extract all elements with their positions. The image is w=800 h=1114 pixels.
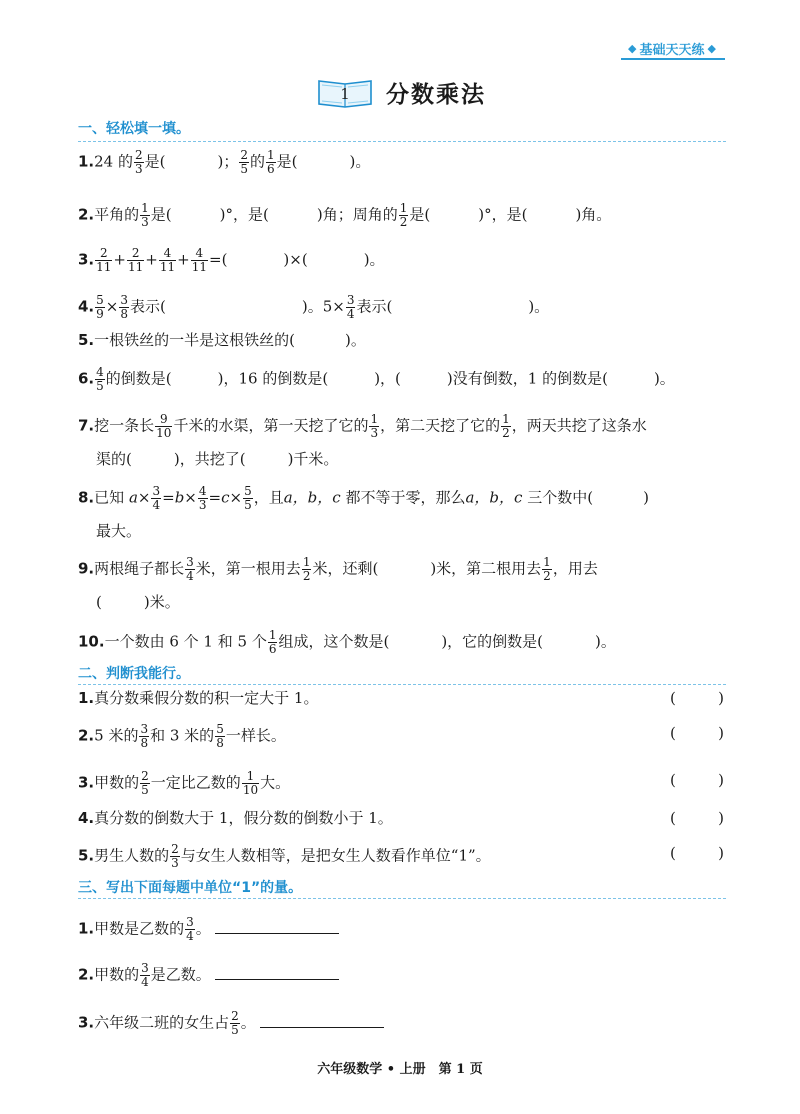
problem-9: [78, 556, 598, 583]
question-text: )。: [349, 152, 371, 171]
judge-2: [78, 723, 286, 750]
fraction: [191, 247, 208, 274]
question-text: =: [162, 488, 175, 507]
fraction: [242, 770, 259, 797]
question-text: 是(: [144, 152, 166, 171]
problem-1: [78, 149, 370, 176]
header-tag: [618, 38, 726, 58]
question-text: 表示(: [356, 297, 393, 316]
fraction-numerator: 1: [370, 412, 379, 426]
question-text: 最大。: [96, 522, 142, 540]
question-text: )；: [217, 152, 239, 171]
fraction: [266, 149, 276, 176]
unit-3: [78, 1010, 384, 1037]
question-text: )。5×: [301, 297, 345, 316]
question-text: (: [670, 771, 676, 789]
section-1-heading: 一、轻松填一填。: [78, 121, 190, 137]
question-text: 与女生人数相等，是把女生人数看作单位“1”。: [180, 846, 491, 865]
question-text: ，用去: [552, 559, 598, 578]
fraction: [134, 149, 144, 176]
fraction-numerator: 4: [96, 365, 104, 379]
fraction-numerator: 2: [171, 842, 179, 856]
question-text: 已知: [94, 488, 125, 507]
question-text: =(: [209, 250, 228, 269]
question-number: 1.: [78, 152, 95, 171]
fraction: [302, 556, 312, 583]
question-number: 2.: [78, 205, 95, 224]
fraction-denominator: 2: [399, 215, 408, 229]
fraction-denominator: 2: [543, 569, 551, 583]
question-text: 。: [240, 1013, 256, 1032]
question-text: a，b，c: [283, 488, 341, 507]
fraction-numerator: 1: [302, 555, 311, 569]
question-text: 甲数的: [94, 965, 140, 984]
question-number: 2.: [78, 965, 95, 984]
fraction: [399, 202, 409, 229]
fraction-denominator: 10: [242, 783, 259, 797]
fraction-numerator: 4: [195, 246, 204, 260]
judge-4-answer[interactable]: [670, 808, 724, 828]
question-number: 5.: [78, 846, 95, 865]
fraction-numerator: 2: [231, 1009, 239, 1023]
question-text: )角。: [575, 205, 612, 224]
question-text: )°，是(: [219, 205, 269, 224]
question-text: ): [718, 689, 724, 707]
fraction: [95, 294, 105, 321]
fraction-denominator: 4: [186, 569, 194, 583]
question-text: 。: [195, 919, 211, 938]
problem-9-cont: [96, 592, 180, 612]
question-text: c: [221, 488, 230, 507]
question-number: 3.: [78, 250, 95, 269]
question-text: )×(: [283, 250, 308, 269]
question-text: )。: [363, 250, 385, 269]
question-text: )。: [653, 369, 675, 388]
fraction-numerator: 3: [140, 722, 149, 736]
fraction-denominator: 2: [302, 569, 311, 583]
question-text: )，共挖了(: [173, 450, 246, 468]
question-text: 一个数由 6 个 1 和 5 个: [104, 632, 267, 651]
fraction-denominator: 6: [268, 642, 277, 656]
fraction: [185, 556, 195, 583]
question-text: 两根绳子都长: [94, 559, 185, 578]
fraction-denominator: 5: [141, 783, 149, 797]
fraction-numerator: 2: [240, 148, 248, 162]
fraction-numerator: 4: [198, 484, 207, 498]
fraction-denominator: 8: [216, 736, 224, 750]
fraction: [198, 485, 208, 512]
fraction-numerator: 1: [502, 412, 510, 426]
fraction-numerator: 4: [163, 246, 172, 260]
question-text: +: [145, 250, 158, 269]
question-text: ): [643, 488, 649, 507]
fraction: [501, 413, 511, 440]
tag-underline: [621, 58, 725, 60]
question-text: 米，还剩(: [312, 559, 379, 578]
question-text: =: [208, 488, 222, 507]
page-footer: 六年级数学 • 上册 第 1 页: [317, 1062, 483, 1077]
question-text: )。: [528, 297, 550, 316]
question-text: )角；周角的: [316, 205, 398, 224]
question-number: 4.: [78, 297, 95, 316]
question-text: )千米。: [287, 450, 339, 468]
fraction: [243, 485, 253, 512]
question-text: 一根铁丝的一半是这根铁丝的(: [94, 331, 295, 349]
fraction-numerator: 9: [159, 412, 168, 426]
question-text: 三个数中(: [527, 488, 594, 507]
question-text: )。: [345, 331, 366, 349]
question-text: ×: [137, 488, 151, 507]
question-text: 是(: [276, 152, 298, 171]
question-text: 是乙数。: [150, 965, 211, 984]
question-text: ，第二天挖了它的: [380, 416, 501, 435]
question-text: (: [96, 593, 102, 611]
fraction-numerator: 3: [346, 293, 355, 307]
fraction-numerator: 1: [141, 201, 149, 215]
fraction-denominator: 3: [198, 498, 207, 512]
question-number: 6.: [78, 369, 95, 388]
answer-line[interactable]: [215, 918, 339, 934]
question-number: 1.: [78, 919, 95, 938]
question-text: 挖一条长: [94, 416, 155, 435]
lesson-title: 分数乘法: [386, 81, 486, 108]
question-number: 8.: [78, 488, 95, 507]
fraction-denominator: 4: [186, 929, 194, 943]
problem-5: [78, 330, 366, 350]
problem-6: [78, 366, 675, 393]
fraction: [127, 247, 144, 274]
question-text: 一样长。: [225, 726, 286, 745]
fraction: [95, 247, 112, 274]
question-text: 男生人数的: [94, 846, 170, 865]
fraction: [139, 723, 149, 750]
question-text: ): [718, 809, 724, 827]
question-text: 是(: [150, 205, 172, 224]
question-text: b: [174, 488, 185, 507]
question-text: 5 米的: [94, 726, 139, 745]
fraction-numerator: 3: [186, 555, 194, 569]
fraction: [159, 247, 176, 274]
question-text: ，两天共挖了这条水: [511, 416, 647, 435]
open-book-icon: [316, 77, 374, 109]
section-divider: [78, 684, 726, 686]
fraction-denominator: 8: [120, 307, 128, 321]
question-text: 米，第一根用去: [195, 559, 301, 578]
question-text: 组成，这个数是(: [278, 632, 390, 651]
lesson-number: 1: [340, 85, 350, 103]
question-text: )，16 的倒数是(: [217, 369, 329, 388]
question-text: 大。: [260, 773, 291, 792]
question-number: 9.: [78, 559, 95, 578]
diamond-icon: ◆: [707, 41, 716, 55]
fraction-denominator: 6: [267, 162, 275, 176]
judge-5-answer[interactable]: [670, 843, 724, 863]
question-number: 1.: [78, 689, 95, 707]
fraction-numerator: 3: [152, 484, 161, 498]
fraction-numerator: 2: [99, 246, 108, 260]
question-text: 平角的: [94, 205, 140, 224]
section-3-heading: 三、写出下面每题中单位“1”的量。: [78, 880, 303, 896]
fraction-denominator: 11: [128, 260, 144, 274]
question-text: ): [718, 724, 724, 742]
problem-10: [78, 629, 616, 656]
fraction-numerator: 5: [244, 484, 252, 498]
header-tag-text: 基础天天练: [639, 42, 705, 58]
answer-line[interactable]: [215, 964, 339, 980]
question-text: 都不等于零，那么: [345, 488, 466, 507]
fraction-numerator: 2: [141, 769, 149, 783]
fraction: [140, 770, 150, 797]
question-text: 表示(: [130, 297, 166, 316]
fraction-denominator: 2: [502, 426, 510, 440]
fraction-numerator: 5: [216, 722, 224, 736]
unit-1: [78, 916, 339, 943]
judge-5: [78, 843, 491, 870]
fraction-numerator: 1: [399, 201, 408, 215]
question-text: 甲数是乙数的: [94, 919, 185, 938]
fraction: [369, 413, 379, 440]
question-text: 真分数的倒数大于 1，假分数的倒数小于 1。: [94, 809, 393, 827]
question-text: ×: [229, 488, 243, 507]
question-text: )°，是(: [478, 205, 528, 224]
section-divider: [78, 141, 726, 143]
fraction: [239, 149, 249, 176]
fraction-numerator: 1: [246, 769, 255, 783]
fraction: [151, 485, 161, 512]
fraction-denominator: 4: [346, 307, 355, 321]
fraction-numerator: 1: [267, 148, 275, 162]
question-number: 10.: [78, 632, 105, 651]
fraction-denominator: 3: [135, 162, 143, 176]
fraction: [346, 294, 356, 321]
question-text: ): [718, 844, 724, 862]
problem-8-cont: [96, 521, 141, 541]
fraction-numerator: 2: [131, 246, 140, 260]
question-text: (: [670, 724, 676, 742]
fraction-denominator: 5: [96, 379, 104, 393]
problem-7-cont: [96, 449, 338, 469]
fraction: [185, 916, 195, 943]
diamond-icon: ◆: [628, 41, 637, 55]
question-text: )米，第二根用去: [430, 559, 542, 578]
question-text: (: [670, 844, 676, 862]
fraction: [95, 366, 105, 393]
question-text: a: [128, 488, 138, 507]
question-text: )，它的倒数是(: [441, 632, 544, 651]
fraction: [155, 413, 172, 440]
fraction-numerator: 3: [186, 915, 194, 929]
question-text: 真分数乘假分数的积一定大于 1。: [94, 689, 319, 707]
question-text: 是(: [409, 205, 431, 224]
fraction-denominator: 3: [370, 426, 379, 440]
fraction-numerator: 1: [268, 628, 277, 642]
question-text: 的: [250, 152, 266, 171]
question-text: 渠的(: [96, 450, 132, 468]
section-divider: [78, 898, 726, 900]
question-text: 甲数的: [94, 773, 140, 792]
question-text: 和 3 米的: [150, 726, 215, 745]
judge-2-answer[interactable]: [670, 723, 724, 743]
judge-3-answer[interactable]: [670, 770, 724, 790]
problem-7: [78, 413, 647, 440]
fraction: [170, 843, 180, 870]
fraction-denominator: 8: [140, 736, 149, 750]
problem-8: [78, 485, 649, 512]
question-number: 2.: [78, 726, 95, 745]
question-text: (: [670, 689, 676, 707]
fraction-denominator: 5: [231, 1023, 239, 1037]
fraction-denominator: 10: [156, 426, 172, 440]
question-text: ×: [184, 488, 197, 507]
question-text: 一定比乙数的: [150, 773, 241, 792]
fraction-denominator: 5: [240, 162, 248, 176]
question-text: )米。: [143, 593, 180, 611]
question-text: )。: [595, 632, 616, 651]
question-text: 24 的: [94, 152, 133, 171]
problem-2: [78, 202, 611, 229]
question-number: 3.: [78, 1013, 95, 1032]
fraction-numerator: 2: [135, 148, 143, 162]
question-text: +: [113, 250, 126, 269]
fraction: [140, 202, 150, 229]
problem-4: [78, 294, 549, 321]
fraction: [140, 962, 150, 989]
fraction: [268, 629, 278, 656]
question-text: (: [670, 809, 676, 827]
unit-2: [78, 962, 339, 989]
judge-3: [78, 770, 290, 797]
fraction-denominator: 11: [191, 260, 207, 274]
judge-1: [78, 688, 638, 708]
fraction-numerator: 3: [141, 961, 149, 975]
fraction-denominator: 9: [96, 307, 104, 321]
question-text: a，b，c: [465, 488, 523, 507]
question-text: ): [718, 771, 724, 789]
fraction: [230, 1010, 240, 1037]
section-2-heading: 二、判断我能行。: [78, 666, 190, 682]
judge-4: [78, 808, 393, 828]
answer-line[interactable]: [260, 1012, 384, 1028]
fraction-numerator: 3: [120, 293, 128, 307]
fraction-denominator: 4: [152, 498, 161, 512]
fraction-denominator: 3: [171, 856, 179, 870]
question-text: 千米的水渠，第一天挖了它的: [173, 416, 369, 435]
question-number: 4.: [78, 809, 95, 827]
question-number: 3.: [78, 773, 95, 792]
fraction-denominator: 3: [141, 215, 149, 229]
problem-3: [78, 247, 385, 274]
question-text: ，且: [253, 488, 284, 507]
question-text: )，(: [374, 369, 401, 388]
question-text: ×: [105, 297, 119, 316]
question-text: 六年级二班的女生占: [94, 1013, 230, 1032]
fraction-denominator: 4: [141, 975, 149, 989]
fraction: [119, 294, 129, 321]
question-number: 7.: [78, 416, 95, 435]
fraction: [542, 556, 552, 583]
fraction-denominator: 11: [96, 260, 112, 274]
question-text: +: [177, 250, 190, 269]
question-text: )没有倒数，1 的倒数是(: [446, 369, 608, 388]
fraction-denominator: 5: [244, 498, 252, 512]
fraction-numerator: 1: [543, 555, 551, 569]
fraction-denominator: 11: [159, 260, 176, 274]
fraction-numerator: 5: [96, 293, 104, 307]
fraction: [215, 723, 225, 750]
question-number: 5.: [78, 331, 95, 349]
question-text: 的倒数是(: [105, 369, 172, 388]
judge-1-answer[interactable]: [670, 688, 724, 708]
